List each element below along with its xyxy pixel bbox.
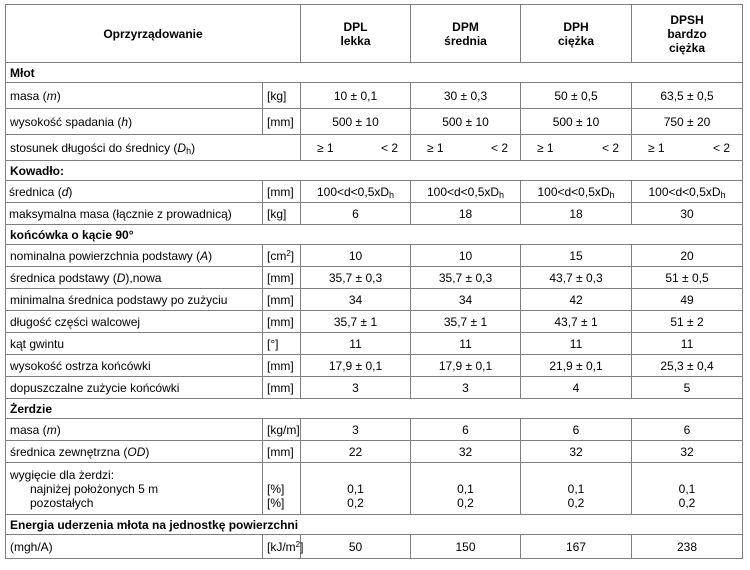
row-unit: [mm] — [263, 377, 301, 399]
table-row — [6, 203, 743, 225]
row-unit: [kg] — [263, 203, 301, 225]
row-unit: [mm] — [263, 289, 301, 311]
value-dpm: 150 — [411, 535, 521, 559]
table-row — [6, 355, 743, 377]
row-label: długość części walcowej — [6, 311, 263, 333]
row-label: stosunek długości do średnicy $(D_h)$ — [6, 135, 301, 161]
table-row — [6, 135, 743, 161]
row-label: wygięcie dla żerdzi: najniżej położonych 5 m pozostałych — [6, 463, 263, 515]
table-row — [6, 535, 743, 559]
value-dph: 50 ± 0,5 — [521, 83, 632, 109]
value-dpm: 35,7 ± 1 — [411, 311, 521, 333]
row-unit: $[cm^2]$ — [263, 245, 301, 267]
row-unit: [°] — [263, 333, 301, 355]
value-dpsh: 238 — [632, 535, 743, 559]
value-dpl: $100<d<0,5xD_h$ — [301, 181, 411, 203]
value-dpm: 6 — [411, 419, 521, 441]
value-dpm: 10 — [411, 245, 521, 267]
value-dpsh: 11 — [632, 333, 743, 355]
value-dpm: 17,9 ± 0,1 — [411, 355, 521, 377]
row-label: wysokość spadania (h) — [6, 109, 263, 135]
value-dpl: 0,1 0,2 — [301, 463, 411, 515]
row-label: średnica zewnętrzna (OD) — [6, 441, 263, 463]
value-dpl: 35,7 ± 1 — [301, 311, 411, 333]
value-dph: 11 — [521, 333, 632, 355]
value-dpsh: 6 — [632, 419, 743, 441]
section-row-cone — [6, 225, 743, 245]
value-dpl: 3 — [301, 377, 411, 399]
value-dph: 500 ± 10 — [521, 109, 632, 135]
specification-table — [5, 4, 743, 559]
value-dpl: 17,9 ± 0,1 — [301, 355, 411, 377]
header-dpl-desc: lekka — [340, 33, 371, 48]
header-dpsh-desc2: ciężka — [669, 40, 706, 55]
row-unit: $[kJ/m^2]$ — [263, 535, 301, 559]
value-dpl: 22 — [301, 441, 411, 463]
table-row — [6, 181, 743, 203]
row-label: dopuszczalne zużycie końcówki — [6, 377, 263, 399]
value-dpl: 6 — [301, 203, 411, 225]
value-dpm: 500 ± 10 — [411, 109, 521, 135]
row-label: średnica podstawy (D),nowa — [6, 267, 263, 289]
header-dpm — [411, 5, 521, 63]
section-row-energy — [6, 515, 743, 535]
row-label: minimalna średnica podstawy po zużyciu — [6, 289, 263, 311]
header-dpl-code: DPL — [343, 19, 368, 34]
value-dph: 21,9 ± 0,1 — [521, 355, 632, 377]
value-dpsh: ≥ 1 < 2 — [632, 135, 743, 161]
value-dpm: 34 — [411, 289, 521, 311]
table-row — [6, 333, 743, 355]
value-dpm: 3 — [411, 377, 521, 399]
value-dph: 6 — [521, 419, 632, 441]
table-row — [6, 267, 743, 289]
row-unit: [mm] — [263, 441, 301, 463]
value-dpl: 50 — [301, 535, 411, 559]
table-row — [6, 377, 743, 399]
value-dpsh: $100<d<0,5xD_h$ — [632, 181, 743, 203]
row-unit: [mm] — [263, 109, 301, 135]
header-dph-code: DPH — [563, 19, 589, 34]
value-dpl: ≥ 1 < 2 — [301, 135, 411, 161]
value-dph: ≥ 1 < 2 — [521, 135, 632, 161]
value-dpsh: 51 ± 2 — [632, 311, 743, 333]
value-dpsh: 30 — [632, 203, 743, 225]
row-label: kąt gwintu — [6, 333, 263, 355]
table-row — [6, 83, 743, 109]
row-unit: [mm] — [263, 311, 301, 333]
value-dpm: 30 ± 0,3 — [411, 83, 521, 109]
header-dpsh-code: DPSH — [670, 12, 704, 27]
value-dpm: 32 — [411, 441, 521, 463]
row-unit: [mm] — [263, 355, 301, 377]
value-dph: 18 — [521, 203, 632, 225]
header-row — [6, 5, 743, 63]
section-hammer: Młot — [6, 63, 743, 83]
value-dpsh: 0,1 0,2 — [632, 463, 743, 515]
value-dph: 43,7 ± 1 — [521, 311, 632, 333]
value-dph: 4 — [521, 377, 632, 399]
value-dph: $100<d<0,5xD_h$ — [521, 181, 632, 203]
header-equipment — [6, 5, 301, 63]
table-row — [6, 419, 743, 441]
row-label: średnica (d) — [6, 181, 263, 203]
table-row — [6, 441, 743, 463]
row-unit: [%] [%] — [263, 463, 301, 515]
row-unit: [mm] — [263, 267, 301, 289]
value-dpl: 3 — [301, 419, 411, 441]
value-dph: 15 — [521, 245, 632, 267]
value-dpsh: 51 ± 0,5 — [632, 267, 743, 289]
table-row — [6, 245, 743, 267]
section-rods: Żerdzie — [6, 399, 743, 419]
section-row-rods — [6, 399, 743, 419]
value-dpl: 10 — [301, 245, 411, 267]
header-dpm-code: DPM — [452, 19, 479, 34]
value-dpsh: 750 ± 20 — [632, 109, 743, 135]
value-dpm: 18 — [411, 203, 521, 225]
value-dpm: 0,1 0,2 — [411, 463, 521, 515]
row-label: wysokość ostrza końcówki — [6, 355, 263, 377]
value-dpl: 10 ± 0,1 — [301, 83, 411, 109]
header-equipment-label: Oprzyrządowanie — [103, 26, 203, 41]
header-dpm-desc: średnia — [444, 33, 487, 48]
value-dpsh: 25,3 ± 0,4 — [632, 355, 743, 377]
row-label: masa (m) — [6, 419, 263, 441]
table-row — [6, 109, 743, 135]
value-dpm: ≥ 1 < 2 — [411, 135, 521, 161]
value-dpm: 11 — [411, 333, 521, 355]
value-dph: 0,1 0,2 — [521, 463, 632, 515]
row-label: (mgh/A) — [6, 535, 263, 559]
header-dph — [521, 5, 632, 63]
row-unit: [mm] — [263, 181, 301, 203]
section-row-hammer — [6, 63, 743, 83]
value-dpsh: 20 — [632, 245, 743, 267]
value-dpl: 34 — [301, 289, 411, 311]
value-dpm: $100<d<0,5xD_h$ — [411, 181, 521, 203]
value-dpsh: 32 — [632, 441, 743, 463]
value-dpm: 35,7 ± 0,3 — [411, 267, 521, 289]
row-label: maksymalna masa (łącznie z prowadnicą) — [6, 203, 263, 225]
section-cone: końcówka o kącie 90° — [6, 225, 743, 245]
table-row — [6, 311, 743, 333]
section-energy: Energia uderzenia młota na jednostkę powierzchni — [6, 515, 743, 535]
table-row — [6, 463, 743, 515]
header-dpsh — [632, 5, 743, 63]
header-dpsh-desc1: bardzo — [667, 26, 707, 41]
value-dph: 32 — [521, 441, 632, 463]
value-dpsh: 5 — [632, 377, 743, 399]
value-dph: 43,7 ± 0,3 — [521, 267, 632, 289]
section-anvil: Kowadło: — [6, 161, 743, 181]
row-unit: [kg/m] — [263, 419, 301, 441]
value-dpl: 500 ± 10 — [301, 109, 411, 135]
row-label: nominalna powierzchnia podstawy (A) — [6, 245, 263, 267]
section-row-anvil — [6, 161, 743, 181]
header-dpl — [301, 5, 411, 63]
value-dpl: 11 — [301, 333, 411, 355]
value-dpsh: 63,5 ± 0,5 — [632, 83, 743, 109]
value-dph: 42 — [521, 289, 632, 311]
row-label: masa (m) — [6, 83, 263, 109]
value-dpl: 35,7 ± 0,3 — [301, 267, 411, 289]
value-dph: 167 — [521, 535, 632, 559]
row-unit: [kg] — [263, 83, 301, 109]
value-dpsh: 49 — [632, 289, 743, 311]
table-row — [6, 289, 743, 311]
header-dph-desc: ciężka — [558, 33, 595, 48]
